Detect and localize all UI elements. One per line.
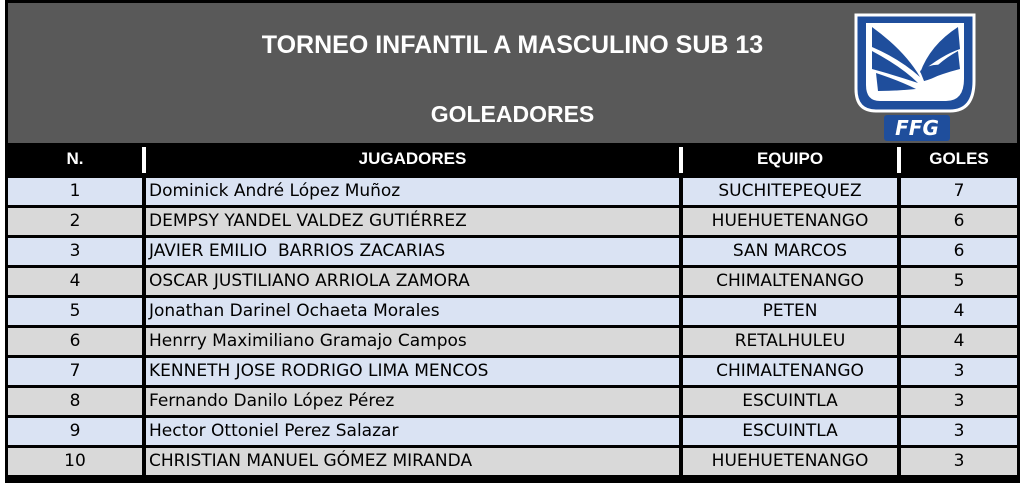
row-number: 6 [8,328,142,355]
team-name: ESCUINTLA [683,418,897,445]
goal-count: 3 [901,448,1017,475]
goal-count: 6 [901,238,1017,265]
team-name: HUEHUETENANGO [683,448,897,475]
title-banner [8,3,1017,143]
row-number: 7 [8,358,142,385]
table-row [6,417,1019,445]
player-name: DEMPSY YANDEL VALDEZ GUTIÉRREZ [146,208,679,235]
goal-count: 6 [901,208,1017,235]
row-number: 3 [8,238,142,265]
player-name: KENNETH JOSE RODRIGO LIMA MENCOS [146,358,679,385]
row-number: 9 [8,418,142,445]
player-name: Dominick André López Muñoz [146,178,679,205]
table-row [6,357,1019,385]
player-name: CHRISTIAN MANUEL GÓMEZ MIRANDA [146,448,679,475]
column-header-goals: GOLES [929,149,989,168]
table-row [6,207,1019,235]
table-row [6,297,1019,325]
goal-count: 7 [901,178,1017,205]
row-number: 10 [8,448,142,475]
table-row [6,387,1019,415]
column-header-player: JUGADORES [358,149,467,168]
row-number: 5 [8,298,142,325]
team-name: CHIMALTENANGO [683,268,897,295]
table-row [6,237,1019,265]
page-title: TORNEO INFANTIL A MASCULINO SUB 13 [261,31,764,59]
goal-count: 3 [901,358,1017,385]
table-row [6,447,1019,475]
player-name: Hector Ottoniel Perez Salazar [146,418,679,445]
team-name: PETEN [683,298,897,325]
player-name: Jonathan Darinel Ochaeta Morales [146,298,679,325]
row-number: 1 [8,178,142,205]
logo-text: FFG [895,116,939,140]
team-name: ESCUINTLA [683,388,897,415]
team-name: CHIMALTENANGO [683,358,897,385]
goal-count: 3 [901,418,1017,445]
team-name: SUCHITEPEQUEZ [683,178,897,205]
player-name: Henrry Maximiliano Gramajo Campos [146,328,679,355]
player-name: JAVIER EMILIO BARRIOS ZACARIAS [146,238,679,265]
row-number: 8 [8,388,142,415]
player-name: Fernando Danilo López Pérez [146,388,679,415]
row-number: 2 [8,208,142,235]
row-number: 4 [8,268,142,295]
goal-count: 5 [901,268,1017,295]
team-name: HUEHUETENANGO [683,208,897,235]
team-name: SAN MARCOS [683,238,897,265]
goal-count: 3 [901,388,1017,415]
ffg-logo-icon [850,11,980,143]
goal-count: 4 [901,328,1017,355]
column-header-team: EQUIPO [756,149,824,168]
column-header-number: N. [66,149,84,168]
player-name: OSCAR JUSTILIANO ARRIOLA ZAMORA [146,268,679,295]
page-subtitle: GOLEADORES [430,101,595,127]
goal-count: 4 [901,298,1017,325]
table-row [6,327,1019,355]
table-header [8,145,1017,175]
scorers-table [5,0,1020,483]
table-row [6,267,1019,295]
team-name: RETALHULEU [683,328,897,355]
table-row [6,177,1019,205]
